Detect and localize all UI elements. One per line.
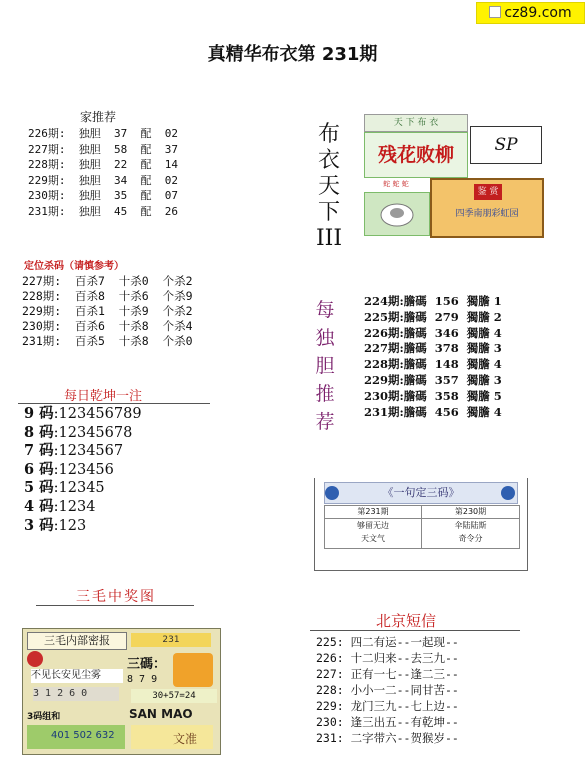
yiju-header-bar <box>324 482 518 504</box>
banner-left-label: 蛇 蛇 蛇 <box>364 178 428 190</box>
tuijian-row: 229期: 独胆 34 配 02 <box>28 173 178 187</box>
beijing-divider <box>310 630 520 631</box>
dudan-row: 224期:膽碼 156 獨膽 1 <box>364 294 502 308</box>
sanmao-panel <box>22 628 221 755</box>
dudan-row: 226期:膽碼 346 獨膽 4 <box>364 325 502 340</box>
beijing-row: 229: 龙门三九--七上边-- <box>316 699 459 713</box>
sanmao-divider <box>36 605 194 606</box>
sanmao-combo-label: 3码组和 <box>27 712 61 722</box>
buyi-char: 衣 <box>317 148 340 173</box>
page-title: 真精华布衣第 231期 <box>207 44 378 65</box>
meidu-char: 独 <box>315 327 335 349</box>
tuijian-row: 227期: 独胆 58 配 37 <box>28 142 178 156</box>
banner-top: 天 下 布 衣 <box>364 114 468 132</box>
yiju-col1-head: 第231期 <box>325 506 422 519</box>
dingwei-list <box>22 274 193 349</box>
meidu-vertical <box>306 296 344 436</box>
meidu-char: 荐 <box>315 411 335 433</box>
dingwei-row: 227期: 百杀7 十杀0 个杀2 <box>22 274 193 288</box>
beijing-row: 226: 十二归来--去三九-- <box>316 651 459 665</box>
qiankun-row: 6 码:123456 <box>24 460 114 478</box>
yiju-heading: 《一句定三码》 <box>382 486 460 499</box>
tuijian-heading: 家推荐 <box>80 110 117 124</box>
logo-square-icon <box>489 6 501 18</box>
dingwei-row: 230期: 百杀6 十杀8 个杀4 <box>22 319 193 333</box>
sanmao-sanma-value: 8 7 9 <box>127 674 158 685</box>
buyi-char: 天 <box>317 174 340 199</box>
qiankun-row: 9 码:123456789 <box>24 405 142 422</box>
yiju-col1-line: 天文气 <box>361 534 385 543</box>
dudan-row: 228期:膽碼 148 獨膽 4 <box>364 357 502 372</box>
yiju-col1-body <box>325 519 422 548</box>
tuijian-row: 226期: 独胆 37 配 02 <box>28 127 178 140</box>
yiju-col2-line: 奇令分 <box>458 534 483 543</box>
dudan-row: 225期:膽碼 279 獨膽 2 <box>364 309 502 324</box>
dudan-row: 227期:膽碼 378 獨膽 3 <box>364 341 502 356</box>
qiankun-row: 3 码:123 <box>24 516 87 534</box>
yiju-col2-head: 第230期 <box>422 506 519 519</box>
qiankun-heading: 每日乾坤一注 <box>64 389 143 404</box>
sanmao-flower-icon <box>173 653 213 687</box>
yiju-col1-line: 够留无边 <box>357 521 389 530</box>
beijing-list <box>316 634 459 746</box>
beijing-row: 225: 四二有运--一起现-- <box>316 635 459 649</box>
dingwei-heading: 定位杀码（请慎参考） <box>24 261 124 272</box>
sanmao-sanma-label: 三碼： <box>127 657 167 672</box>
beijing-row: 227: 正有一七--逢二三-- <box>316 667 459 681</box>
buyi-char: 布 <box>317 122 340 147</box>
tuijian-list <box>28 126 178 219</box>
banner-main: 残花败柳 <box>364 132 468 178</box>
qiankun-divider <box>18 403 210 404</box>
sanmao-yellow-area <box>131 725 213 749</box>
sanmao-digits: 3 1 2 6 0 <box>33 687 119 701</box>
tuijian-row: 228期: 独胆 22 配 14 <box>28 158 178 171</box>
snake-icon <box>365 193 429 235</box>
banner-tag: SP <box>470 126 542 164</box>
yiju-col2-body <box>422 519 519 548</box>
tuijian-row: 231期: 独胆 45 配 26 <box>28 204 178 218</box>
banner-sub: 四季南朋彩虹园 <box>455 209 519 219</box>
banner-scroll <box>430 178 544 238</box>
sanmao-panel-issue: 231 <box>131 633 211 647</box>
dingwei-row: 231期: 百杀5 十杀8 个杀0 <box>22 334 193 348</box>
dudan-list <box>364 294 502 420</box>
beijing-row: 231: 二字带六--贺猴岁-- <box>316 731 459 745</box>
buyi-char: 下 <box>317 200 340 225</box>
logo-text: cz89.com <box>504 5 572 21</box>
globe-icon <box>501 486 515 500</box>
sanmao-heading: 三毛中奖图 <box>76 589 156 605</box>
qiankun-list <box>24 405 142 535</box>
dudan-row: 229期:膽碼 357 獨膽 3 <box>364 372 502 387</box>
yiju-table <box>324 505 520 549</box>
banner-seal: 鉴 赏 <box>474 184 502 200</box>
dingwei-row: 229期: 百杀1 十杀9 个杀2 <box>22 304 193 318</box>
qiankun-row: 4 码:1234 <box>24 497 96 515</box>
sanmao-combo-value: 401 502 632 <box>51 730 115 741</box>
qiankun-row: 8 码:12345678 <box>24 423 133 441</box>
sanmao-signature: 文准 <box>173 732 198 746</box>
sanmao-stamp-icon <box>27 651 43 667</box>
beijing-heading: 北京短信 <box>376 612 437 630</box>
beijing-row: 230: 逢三出五--有乾坤-- <box>316 715 459 729</box>
dingwei-row: 228期: 百杀8 十杀6 个杀9 <box>22 289 193 303</box>
sanmao-formula: 30+57=24 <box>131 689 217 703</box>
meidu-char: 每 <box>315 299 335 321</box>
site-logo <box>476 2 585 24</box>
beijing-row: 228: 小小一二--同甘苦-- <box>316 683 459 697</box>
buyi-char: III <box>315 226 343 251</box>
meidu-char: 胆 <box>315 355 335 377</box>
sanmao-panel-title: 三毛内部密报 <box>27 632 127 650</box>
dudan-row: 231期:膽碼 456 獨膽 4 <box>364 404 502 419</box>
sanmao-phrase: 不见长安见尘雾 <box>31 669 123 683</box>
tuijian-row: 230期: 独胆 35 配 07 <box>28 189 178 202</box>
dudan-row: 230期:膽碼 358 獨膽 5 <box>364 388 502 403</box>
buyi-vertical <box>308 122 350 252</box>
globe-icon <box>325 486 339 500</box>
meidu-char: 推 <box>315 383 335 405</box>
banner-snake-picture <box>364 192 430 236</box>
sanmao-brand: SAN MAO <box>129 707 193 721</box>
qiankun-row: 5 码:12345 <box>24 479 105 497</box>
qiankun-row: 7 码:1234567 <box>24 442 124 460</box>
yiju-col2-line: 伞陆陆斯 <box>454 521 487 530</box>
